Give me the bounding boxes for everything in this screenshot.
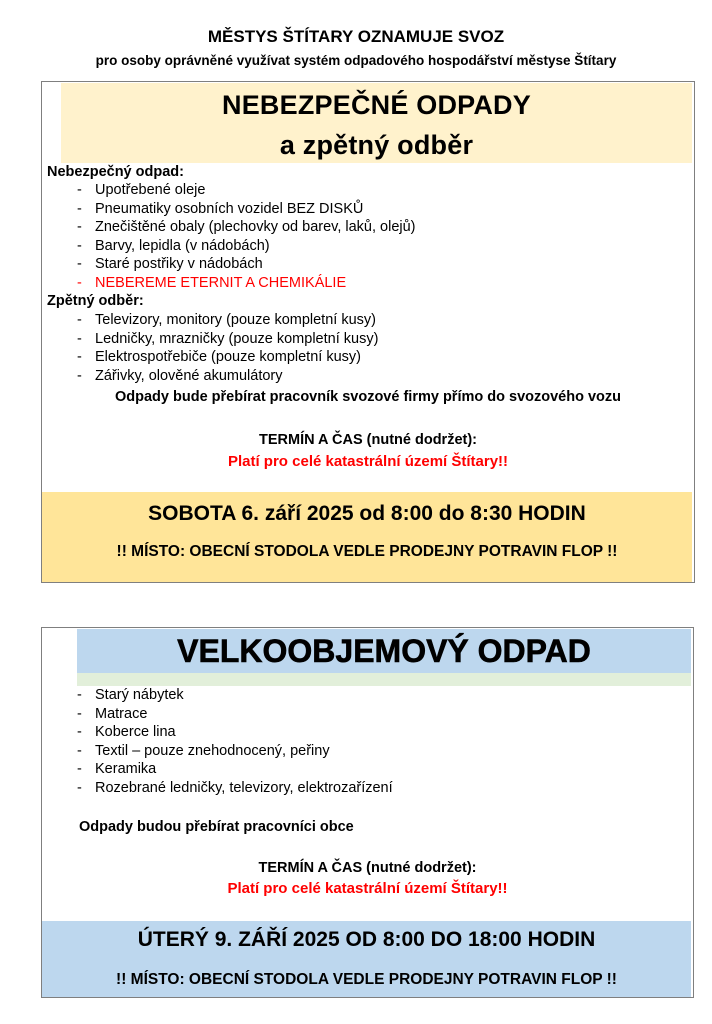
hazardous-waste-list bbox=[77, 181, 416, 293]
page-title: MĚSTYS ŠTÍTARY OZNAMUJE SVOZ bbox=[207, 27, 505, 46]
list-item: - Koberce lina bbox=[77, 724, 176, 741]
bulky-waste-list bbox=[77, 686, 393, 798]
list-item: - Znečištěné obaly (plechovky od barev, laků, olejů) bbox=[77, 219, 416, 236]
takeback-label: Zpětný odběr: bbox=[47, 293, 144, 309]
list-item: - Elektrospotřebiče (pouze kompletní kusy) bbox=[77, 349, 361, 366]
bulky-waste-section bbox=[41, 627, 694, 998]
hazardous-heading-band bbox=[61, 83, 692, 163]
bulky-heading: VELKOOBJEMOVÝ ODPAD bbox=[177, 633, 591, 669]
list-item: - Barvy, lepidla (v nádobách) bbox=[77, 237, 270, 254]
takeback-list bbox=[77, 311, 378, 385]
collection-note: Odpady bude přebírat pracovník svozové firmy přímo do svozového vozu bbox=[115, 389, 621, 405]
collection-note: Odpady budou přebírat pracovníci obce bbox=[79, 819, 354, 835]
bulky-subheading-band bbox=[77, 673, 691, 686]
collection-place: !! MÍSTO: OBECNÍ STODOLA VEDLE PRODEJNY POTRAVIN FLOP !! bbox=[116, 971, 617, 988]
list-item: - Staré postřiky v nádobách bbox=[77, 256, 263, 273]
hazardous-waste-section bbox=[41, 81, 695, 583]
term-label: TERMÍN A ČAS (nutné dodržet): bbox=[258, 432, 477, 448]
date-band bbox=[42, 921, 691, 997]
hazardous-waste-label: Nebezpečný odpad: bbox=[47, 164, 184, 180]
collection-date: SOBOTA 6. září 2025 od 8:00 do 8:30 HODIN bbox=[148, 502, 586, 525]
collection-place: !! MÍSTO: OBECNÍ STODOLA VEDLE PRODEJNY POTRAVIN FLOP !! bbox=[116, 543, 618, 560]
validity-note: Platí pro celé katastrální území Štítary!! bbox=[227, 880, 508, 897]
list-item: - Upotřebené oleje bbox=[77, 182, 206, 198]
list-item: - Televizory, monitory (pouze kompletní kusy) bbox=[77, 312, 376, 328]
list-item: - Keramika bbox=[77, 761, 157, 778]
date-band bbox=[42, 492, 692, 582]
list-item: - Matrace bbox=[77, 705, 148, 722]
list-item-warning: - NEBEREME ETERNIT A CHEMIKÁLIE bbox=[77, 274, 347, 291]
list-item: - Zářivky, olověné akumulátory bbox=[77, 367, 283, 384]
list-item: - Ledničky, mrazničky (pouze kompletní kusy) bbox=[77, 330, 379, 347]
hazardous-heading: NEBEZPEČNÉ ODPADY bbox=[222, 90, 531, 120]
term-label: TERMÍN A ČAS (nutné dodržet): bbox=[258, 860, 477, 876]
page-subtitle: pro osoby oprávněné využívat systém odpadového hospodářství městyse Štítary bbox=[95, 53, 617, 68]
hazardous-subheading: a zpětný odběr bbox=[279, 130, 474, 160]
bulky-heading-band bbox=[77, 629, 691, 673]
list-item: - Starý nábytek bbox=[77, 687, 184, 703]
list-item: - Textil – pouze znehodnocený, peřiny bbox=[77, 742, 330, 759]
list-item: - Rozebrané ledničky, televizory, elektrozařízení bbox=[77, 779, 393, 796]
collection-date: ÚTERÝ 9. ZÁŘÍ 2025 OD 8:00 DO 18:00 HODIN bbox=[137, 928, 596, 951]
validity-note: Platí pro celé katastrální území Štítary!! bbox=[227, 453, 509, 470]
list-item: - Pneumatiky osobních vozidel BEZ DISKŮ bbox=[77, 200, 364, 217]
